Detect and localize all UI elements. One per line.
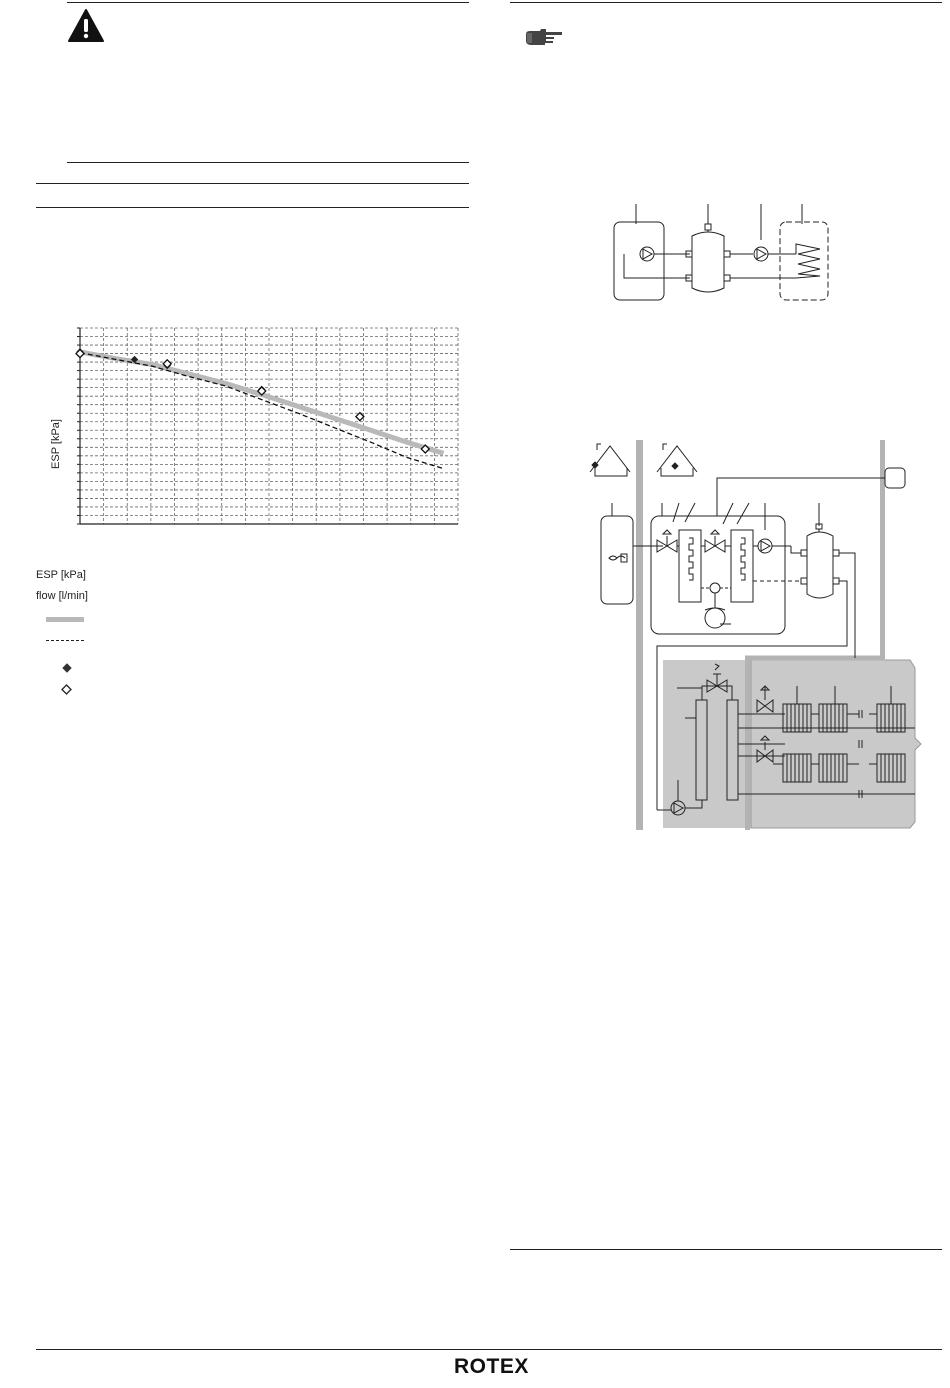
esp-flow-chart	[48, 322, 468, 537]
footer-rule	[36, 1349, 942, 1350]
schematic-heating-system	[585, 438, 930, 833]
chart-series-line-grey	[80, 352, 444, 453]
schematic-pump-buffer	[606, 204, 838, 304]
legend-grey-line	[46, 617, 84, 622]
legend-dashed-line	[46, 640, 84, 641]
chart-svg	[48, 322, 468, 537]
chart-series-line-dashed	[80, 353, 444, 469]
warning-top-rule	[67, 2, 469, 3]
legend-filled-diamond	[62, 660, 72, 678]
pointing-hand-icon	[524, 28, 564, 50]
section-rule	[36, 207, 469, 208]
note-top-rule	[510, 2, 942, 3]
chart-ylabel: ESP [kPa]	[50, 419, 62, 469]
legend-open-diamond	[61, 682, 72, 700]
warning-icon	[67, 8, 105, 44]
warning-bottom-rule	[67, 162, 469, 163]
rotex-logo: ROTEX	[454, 1355, 529, 1378]
right-column-bottom-rule	[510, 1249, 942, 1250]
legend-flow-label: flow [l/min]	[36, 590, 88, 602]
section-rule	[36, 183, 469, 184]
chart-point-open	[356, 413, 364, 421]
legend-esp-label: ESP [kPa]	[36, 569, 86, 581]
